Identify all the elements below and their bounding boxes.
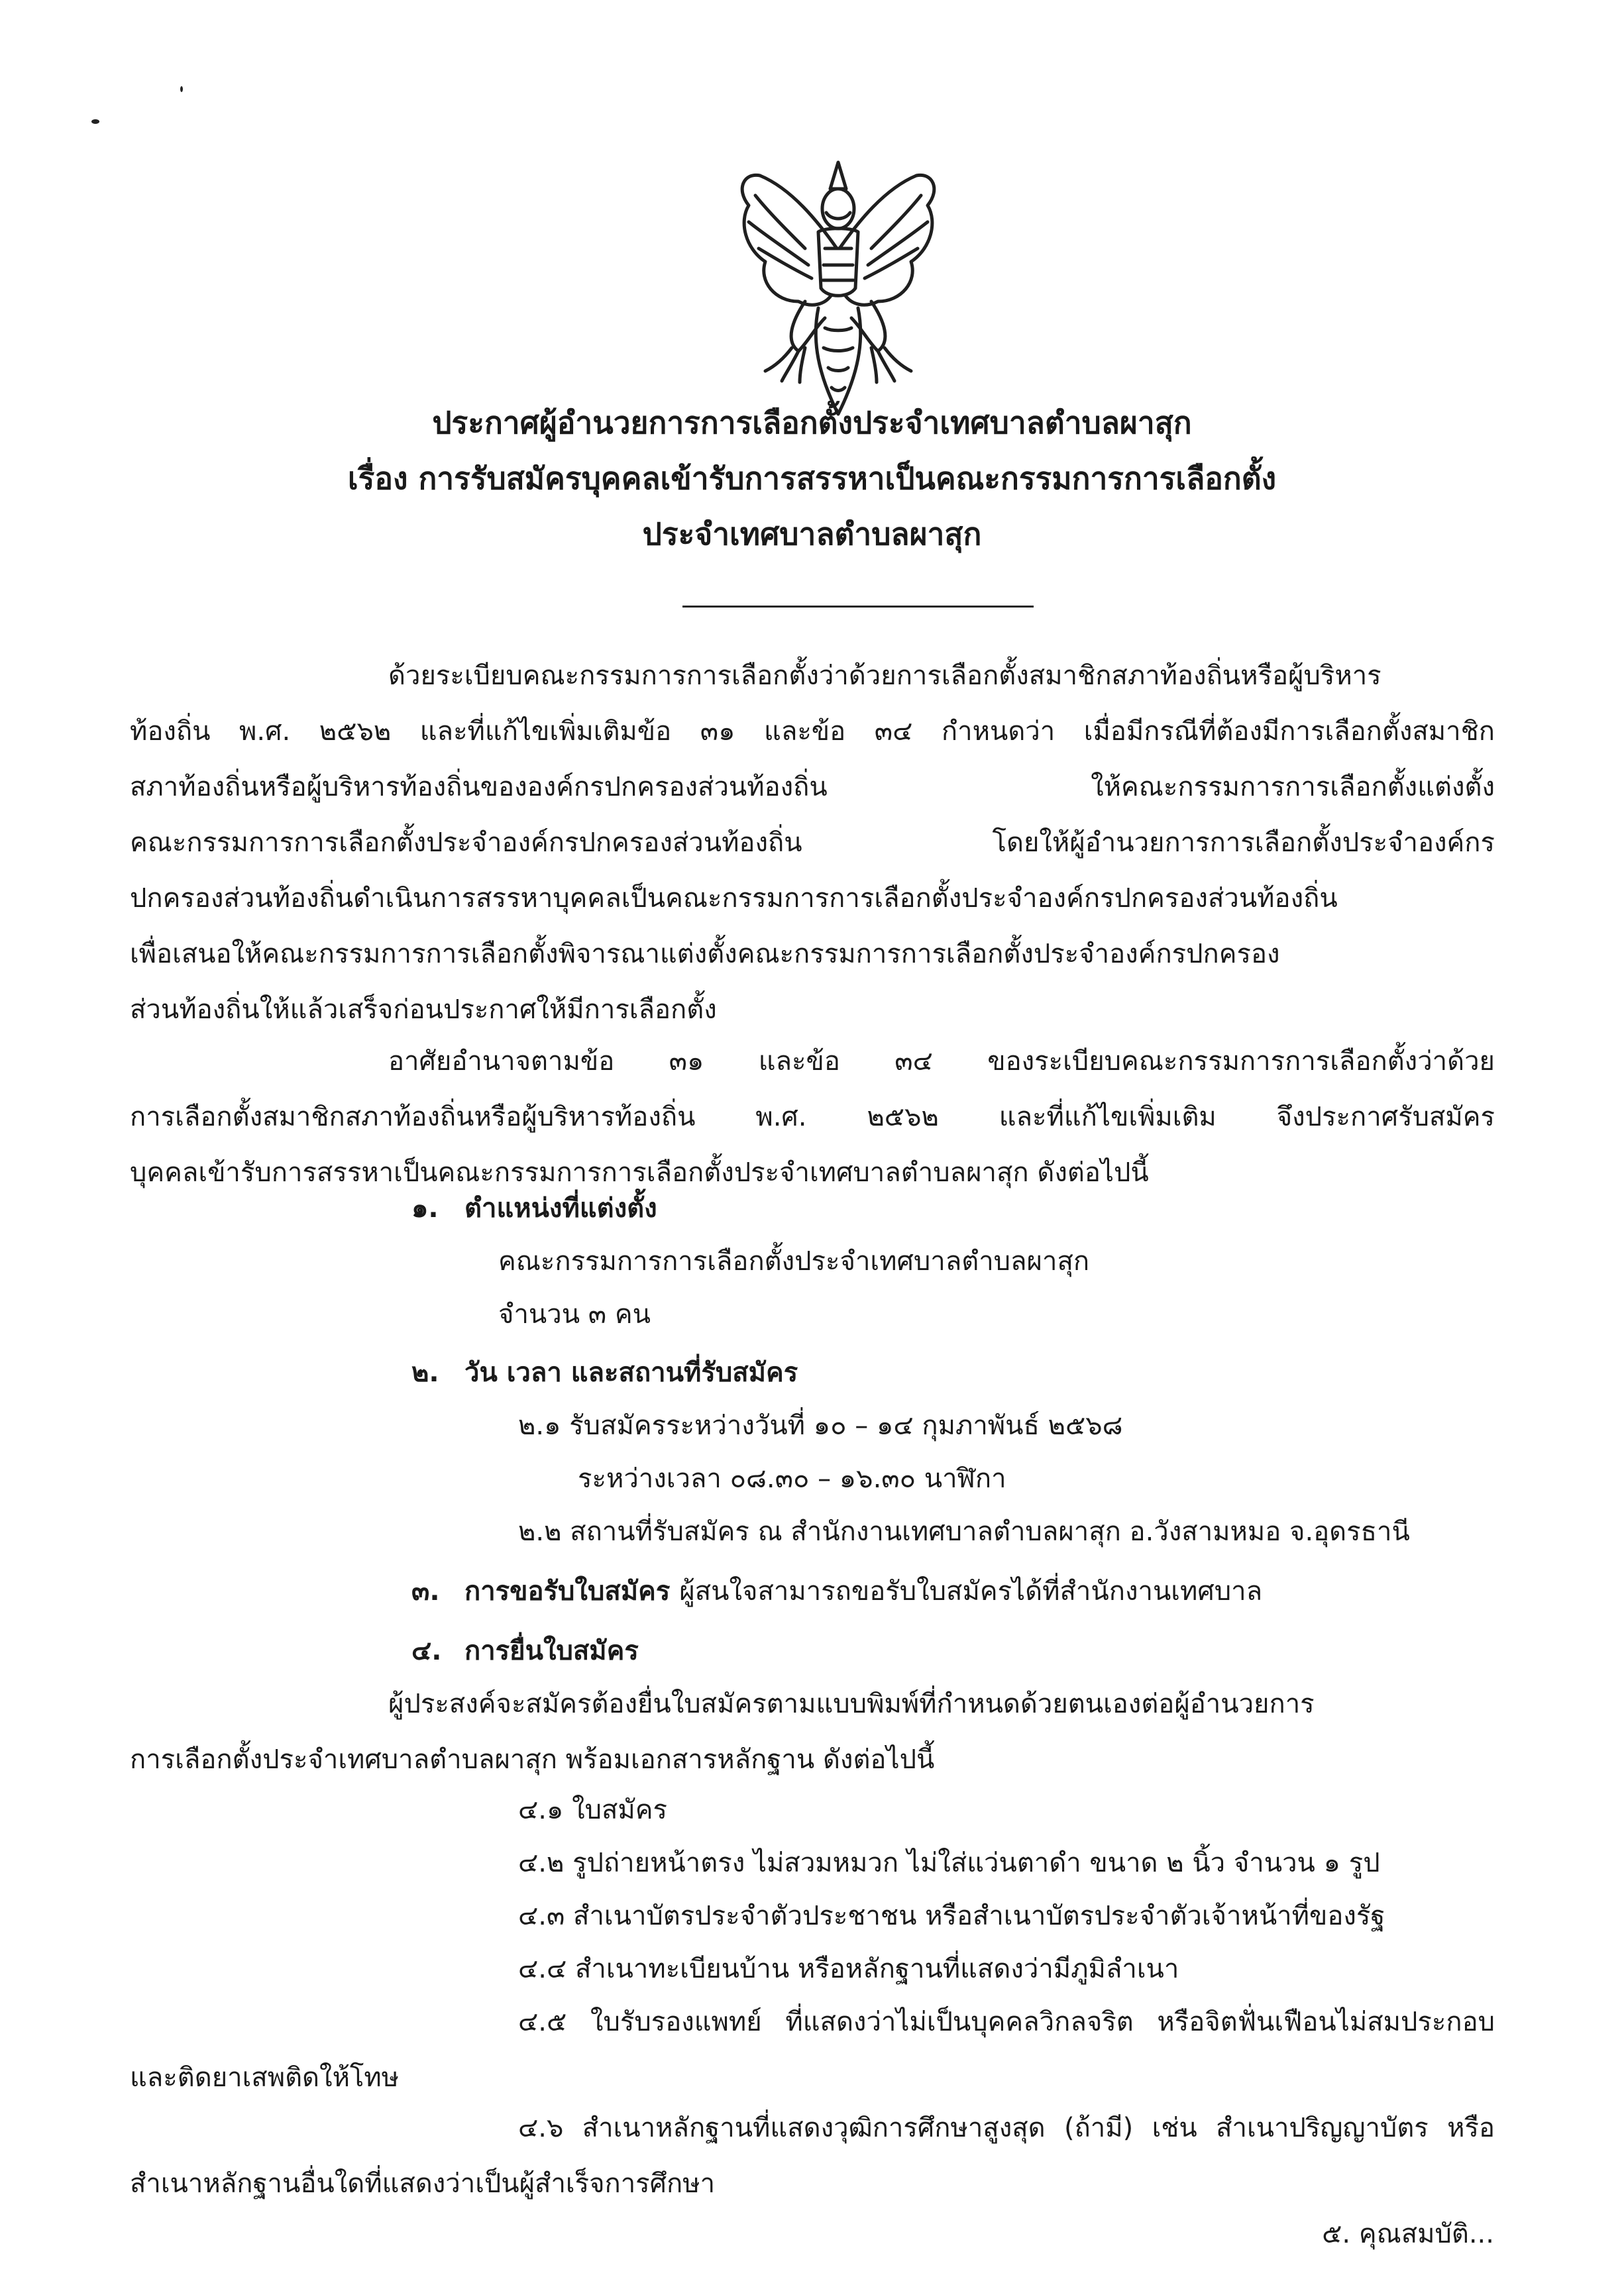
next-page-indicator: ๕. คุณสมบัติ... (1322, 2219, 1494, 2249)
garuda-emblem-icon (719, 149, 957, 427)
section-3-text: ผู้สนใจสามารถขอรับใบสมัครได้ที่สำนักงานเทศบาล (679, 1576, 1263, 1607)
section-1-line: จำนวน ๓ คน (498, 1299, 651, 1330)
announcement-title: ประกาศผู้อำนวยการการเลือกตั้งประจำเทศบาลตำบลผาสุก (432, 405, 1192, 441)
section-4-paragraph (130, 1676, 1495, 1787)
paragraph-line: การเลือกตั้งสมาชิกสภาท้องถิ่นหรือผู้บริหารท้องถิ่น พ.ศ. ๒๕๖๒ และที่แก้ไขเพิ่มเติม จึงประกาศรับสมัคร (130, 1102, 1495, 1132)
paragraph-line: สภาท้องถิ่นหรือผู้บริหารท้องถิ่นขององค์กรปกครองส่วนท้องถิ่น ให้คณะกรรมการการเลือกตั้งแต่งตั้ง (130, 772, 1495, 802)
section-title: การยื่นใบสมัคร (464, 1636, 639, 1666)
paragraph-line: ท้องถิ่น พ.ศ. ๒๕๖๒ และที่แก้ไขเพิ่มเติมข้อ ๓๑ และข้อ ๓๔ กำหนดว่า เมื่อมีกรณีที่ต้องมีการเลือกตั้งสมาชิก (130, 716, 1495, 747)
paragraph-line: เพื่อเสนอให้คณะกรรมการการเลือกตั้งพิจารณาแต่งตั้งคณะกรรมการการเลือกตั้งประจำองค์กรปกครอง (130, 939, 1280, 969)
paragraph-line: ๔.๕ ใบรับรองแพทย์ ที่แสดงว่าไม่เป็นบุคคลวิกลจริต หรือจิตฟั่นเฟือนไม่สมประกอบ (518, 2007, 1495, 2037)
intro-paragraph (130, 648, 1495, 1038)
section-number: ๔. (411, 1636, 442, 1666)
section-title: การขอรับใบสมัคร (464, 1576, 671, 1607)
paragraph-line: อาศัยอำนาจตามข้อ ๓๑ และข้อ ๓๔ ของระเบียบคณะกรรมการการเลือกตั้งว่าด้วย (388, 1046, 1495, 1077)
paragraph-line: ส่วนท้องถิ่นให้แล้วเสร็จก่อนประกาศให้มีการเลือกตั้ง (130, 994, 717, 1025)
paragraph-line: สำเนาหลักฐานอื่นใดที่แสดงว่าเป็นผู้สำเร็จการศึกษา (130, 2168, 716, 2199)
section-title: วัน เวลา และสถานที่รับสมัคร (464, 1358, 798, 1388)
paragraph-line: คณะกรรมการการเลือกตั้งประจำองค์กรปกครองส่วนท้องถิ่น โดยให้ผู้อำนวยการการเลือกตั้งประจำองค์กร (130, 827, 1495, 858)
section-3-heading (411, 1564, 1262, 1619)
section-4-item: ๔.๔ สำเนาทะเบียนบ้าน หรือหลักฐานที่แสดงว่ามีภูมิลำเนา (518, 1954, 1179, 1984)
authority-paragraph (130, 1034, 1495, 1200)
section-1-line: คณะกรรมการการเลือกตั้งประจำเทศบาลตำบลผาสุก (498, 1246, 1090, 1277)
section-4-item: ๔.๓ สำเนาบัตรประจำตัวประชาชน หรือสำเนาบัตรประจำตัวเจ้าหน้าที่ของรัฐ (518, 1901, 1385, 1931)
section-title: ตำแหน่งที่แต่งตั้ง (464, 1193, 657, 1224)
paragraph-line: การเลือกตั้งประจำเทศบาลตำบลผาสุก พร้อมเอกสารหลักฐาน ดังต่อไปนี้ (130, 1744, 935, 1775)
announcement-subject: เรื่อง การรับสมัครบุคคลเข้ารับการสรรหาเป็นคณะกรรมการการเลือกตั้ง (347, 460, 1277, 496)
paragraph-line: และติดยาเสพติดให้โทษ (130, 2062, 400, 2093)
section-4-heading (411, 1623, 639, 1679)
announcement-subject-cont: ประจำเทศบาลตำบลผาสุก (642, 516, 982, 552)
paragraph-line: ด้วยระเบียบคณะกรรมการการเลือกตั้งว่าด้วยการเลือกตั้งสมาชิกสภาท้องถิ่นหรือผู้บริหาร (388, 661, 1381, 691)
section-1-heading (411, 1181, 657, 1236)
section-4-item: ๔.๑ ใบสมัคร (518, 1795, 668, 1825)
paragraph-line: ปกครองส่วนท้องถิ่นดำเนินการสรรหาบุคคลเป็นคณะกรรมการการเลือกตั้งประจำองค์กรปกครองส่วนท้องถิ่น (130, 883, 1338, 914)
section-2-item-time: ระหว่างเวลา ๐๘.๓๐ – ๑๖.๓๐ นาฬิกา (578, 1464, 1006, 1494)
section-2-item: ๒.๑ รับสมัครระหว่างวันที่ ๑๐ – ๑๔ กุมภาพันธ์ ๒๕๖๘ (518, 1411, 1123, 1441)
section-number: ๑. (411, 1193, 439, 1224)
section-4-item: ๔.๒ รูปถ่ายหน้าตรง ไม่สวมหมวก ไม่ใส่แว่นตาดำ ขนาด ๒ นิ้ว จำนวน ๑ รูป (518, 1848, 1380, 1878)
title-divider (682, 606, 1034, 608)
section-number: ๒. (411, 1358, 439, 1388)
section-2-item: ๒.๒ สถานที่รับสมัคร ณ สำนักงานเทศบาลตำบลผาสุก อ.วังสามหมอ จ.อุดรธานี (518, 1517, 1410, 1547)
paragraph-line: ๔.๖ สำเนาหลักฐานที่แสดงวุฒิการศึกษาสูงสุด (ถ้ามี) เช่น สำเนาปริญญาบัตร หรือ (518, 2113, 1495, 2143)
paragraph-line: บุคคลเข้ารับการสรรหาเป็นคณะกรรมการการเลือกตั้งประจำเทศบาลตำบลผาสุก ดังต่อไปนี้ (130, 1157, 1149, 1188)
scan-speck (91, 119, 99, 124)
section-2-heading (411, 1345, 798, 1401)
section-4-item-6 (130, 2100, 1495, 2211)
section-number: ๓. (411, 1576, 440, 1607)
paragraph-line: ผู้ประสงค์จะสมัครต้องยื่นใบสมัครตามแบบพิมพ์ที่กำหนดด้วยตนเองต่อผู้อำนวยการ (388, 1689, 1315, 1719)
section-4-item-5 (130, 1994, 1495, 2105)
scan-speck (180, 86, 183, 92)
